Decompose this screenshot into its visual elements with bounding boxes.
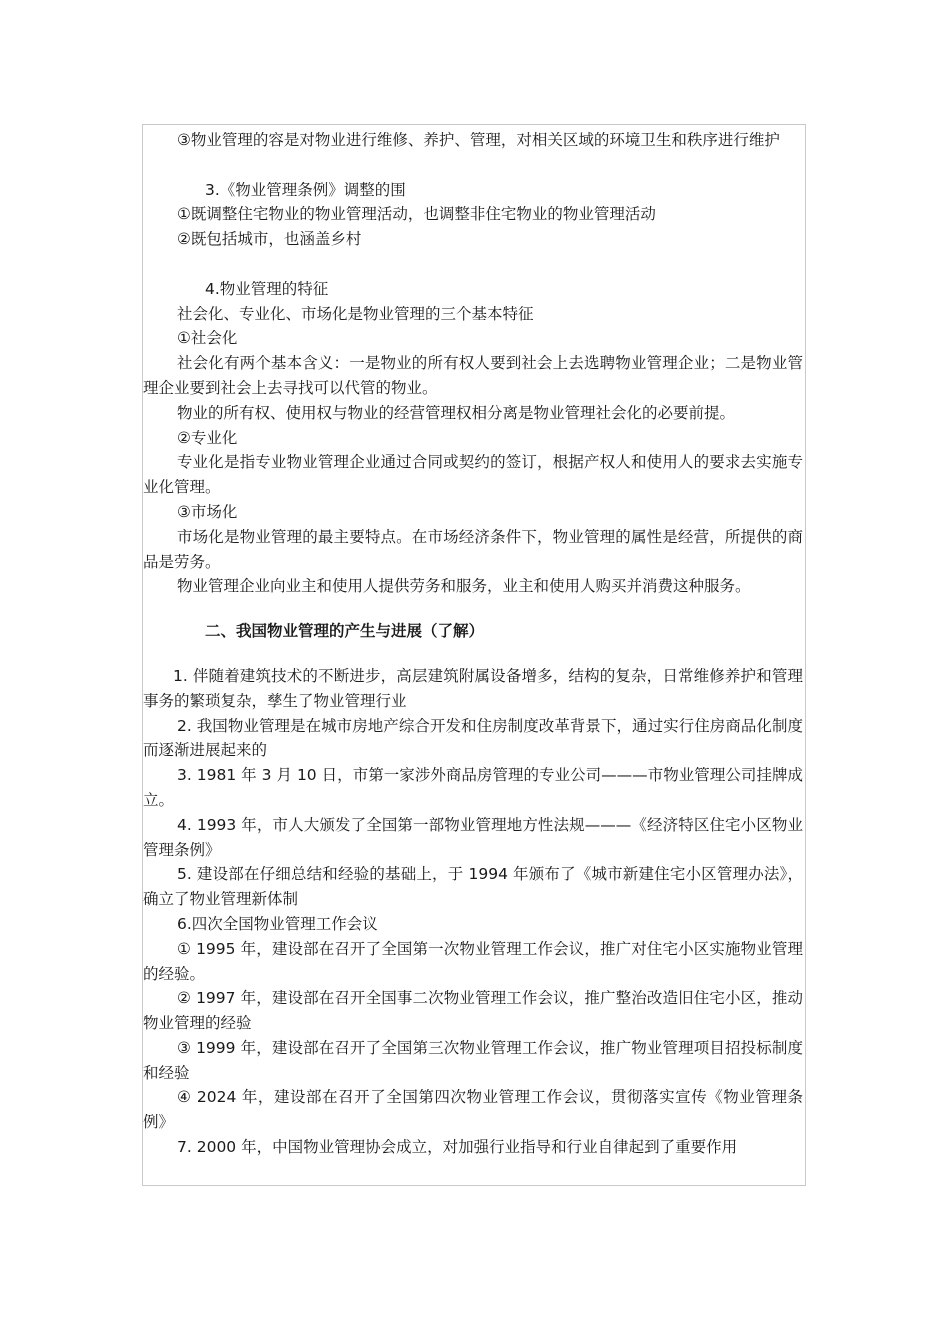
paragraph: 4. 1993 年，市人大颁发了全国第一部物业管理地方性法规———《经济特区住宅小区物业管理条例》: [143, 815, 803, 859]
paragraph: ② 1997 年，建设部在召开全国事二次物业管理工作会议，推广整治改造旧住宅小区，推动物业管理的经验: [143, 989, 803, 1033]
chapter-heading: 二、我国物业管理的产生与进展（了解）: [205, 622, 485, 641]
spacer: [143, 153, 803, 178]
paragraph: ②既包括城市，也涵盖乡村: [177, 230, 362, 249]
paragraph: 社会化、专业化、市场化是物业管理的三个基本特征: [177, 304, 534, 323]
spacer: [143, 599, 803, 619]
paragraph: ④ 2024 年，建设部在召开了全国第四次物业管理工作会议，贯彻落实宣传《物业管理条例》: [143, 1088, 803, 1132]
paragraph: 3. 1981 年 3 月 10 日，市第一家涉外商品房管理的专业公司———市物业管理公司挂牌成立。: [143, 766, 803, 809]
paragraph: ① 1995 年，建设部在召开了全国第一次物业管理工作会议，推广对住宅小区实施物业管理的经验。: [143, 939, 803, 983]
paragraph: 7. 2000 年，中国物业管理协会成立，对加强行业指导和行业自律起到了重要作用: [177, 1138, 738, 1157]
paragraph: ③物业管理的容是对物业进行维修、养护、管理，对相关区域的环境卫生和秩序进行维护: [177, 131, 780, 149]
paragraph: 物业的所有权、使用权与物业的经营管理权相分离是物业管理社会化的必要前提。: [177, 403, 736, 422]
section-heading: 4.物业管理的特征: [205, 279, 329, 298]
document-body: [143, 128, 803, 1160]
paragraph: 6.四次全国物业管理工作会议: [177, 914, 378, 933]
spacer: [143, 252, 803, 277]
section-heading: 3.《物业管理条例》调整的围: [205, 180, 406, 199]
spacer: [143, 644, 803, 664]
paragraph: 5. 建设部在仔细总结和经验的基础上，于 1994 年颁布了《城市新建住宅小区管理办法》，确立了物业管理新体制: [143, 865, 803, 909]
paragraph: 市场化是物业管理的最主要特点。在市场经济条件下，物业管理的属性是经营，所提供的商品是劳务。: [143, 527, 803, 571]
paragraph: 社会化有两个基本含义：一是物业的所有权人要到社会上去选聘物业管理企业；二是物业管理企业要到社会上去寻找可以代管的物业。: [143, 354, 803, 397]
paragraph: 2. 我国物业管理是在城市房地产综合开发和住房制度改革背景下，通过实行住房商品化制度而逐渐进展起来的: [143, 716, 803, 760]
paragraph: 1. 伴随着建筑技术的不断进步，高层建筑附属设备增多，结构的复杂，日常维修养护和管理事务的繁琐复杂，孳生了物业管理行业: [143, 666, 803, 710]
paragraph: ②专业化: [177, 428, 238, 447]
paragraph: ①社会化: [177, 329, 238, 348]
paragraph: ①既调整住宅物业的物业管理活动，也调整非住宅物业的物业管理活动: [177, 205, 656, 224]
paragraph: 专业化是指专业物业管理企业通过合同或契约的签订，根据产权人和使用人的要求去实施专业化管理。: [143, 453, 803, 497]
paragraph: ③市场化: [177, 502, 238, 521]
paragraph: ③ 1999 年，建设部在召开了全国第三次物业管理工作会议，推广物业管理项目招投标制度和经验: [143, 1038, 803, 1082]
paragraph: 物业管理企业向业主和使用人提供劳务和服务，业主和使用人购买并消费这种服务。: [177, 577, 751, 596]
